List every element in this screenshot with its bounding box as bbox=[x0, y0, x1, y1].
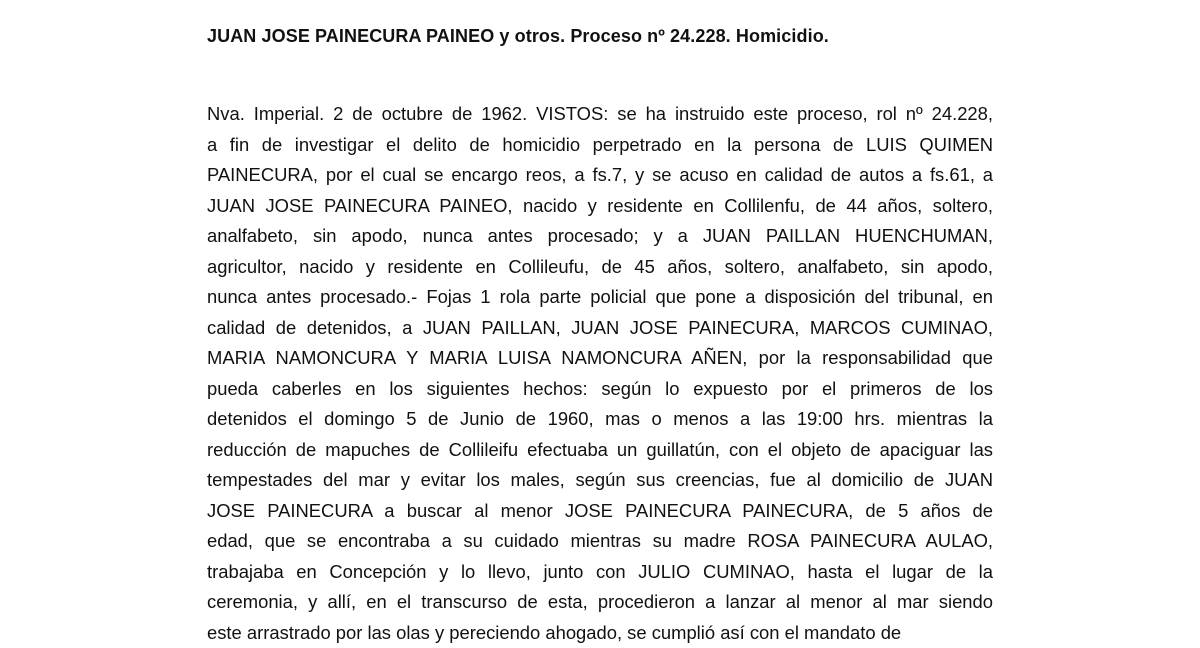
body-line: JUAN JOSE PAINECURA PAINEO, nacido y residente en Collilenfu, de 44 años, soltero, bbox=[207, 191, 993, 222]
body-line: analfabeto, sin apodo, nunca antes procesado; y a JUAN PAILLAN HUENCHUMAN, bbox=[207, 221, 993, 252]
body-line: edad, que se encontraba a su cuidado mientras su madre ROSA PAINECURA AULAO, bbox=[207, 526, 993, 557]
body-line: PAINECURA, por el cual se encargo reos, a fs.7, y se acuso en calidad de autos a fs.61, a bbox=[207, 160, 993, 191]
body-line: pueda caberles en los siguientes hechos: según lo expuesto por el primeros de los bbox=[207, 374, 993, 405]
body-line: agricultor, nacido y residente en Collileufu, de 45 años, soltero, analfabeto, sin apodo, bbox=[207, 252, 993, 283]
body-line: trabajaba en Concepción y lo llevo, junto con JULIO CUMINAO, hasta el lugar de la bbox=[207, 557, 993, 588]
body-line: MARIA NAMONCURA Y MARIA LUISA NAMONCURA AÑEN, por la responsabilidad que bbox=[207, 343, 993, 374]
body-line: reducción de mapuches de Collileifu efectuaba un guillatún, con el objeto de apaciguar las bbox=[207, 435, 993, 466]
body-line: a fin de investigar el delito de homicidio perpetrado en la persona de LUIS QUIMEN bbox=[207, 130, 993, 161]
body-line: nunca antes procesado.- Fojas 1 rola parte policial que pone a disposición del tribunal, en bbox=[207, 282, 993, 313]
body-line: calidad de detenidos, a JUAN PAILLAN, JUAN JOSE PAINECURA, MARCOS CUMINAO, bbox=[207, 313, 993, 344]
body-line: ceremonia, y allí, en el transcurso de esta, procedieron a lanzar al menor al mar siendo bbox=[207, 587, 993, 618]
document-body bbox=[207, 99, 993, 648]
document-title: JUAN JOSE PAINECURA PAINEO y otros. Proceso nº 24.228. Homicidio. bbox=[207, 21, 829, 51]
body-line: detenidos el domingo 5 de Junio de 1960, mas o menos a las 19:00 hrs. mientras la bbox=[207, 404, 993, 435]
body-line: este arrastrado por las olas y pereciendo ahogado, se cumplió así con el mandato de bbox=[207, 618, 993, 648]
body-line: Nva. Imperial. 2 de octubre de 1962. VISTOS: se ha instruido este proceso, rol nº 24.228, bbox=[207, 99, 993, 130]
body-line: JOSE PAINECURA a buscar al menor JOSE PAINECURA PAINECURA, de 5 años de bbox=[207, 496, 993, 527]
body-line: tempestades del mar y evitar los males, según sus creencias, fue al domicilio de JUAN bbox=[207, 465, 993, 496]
